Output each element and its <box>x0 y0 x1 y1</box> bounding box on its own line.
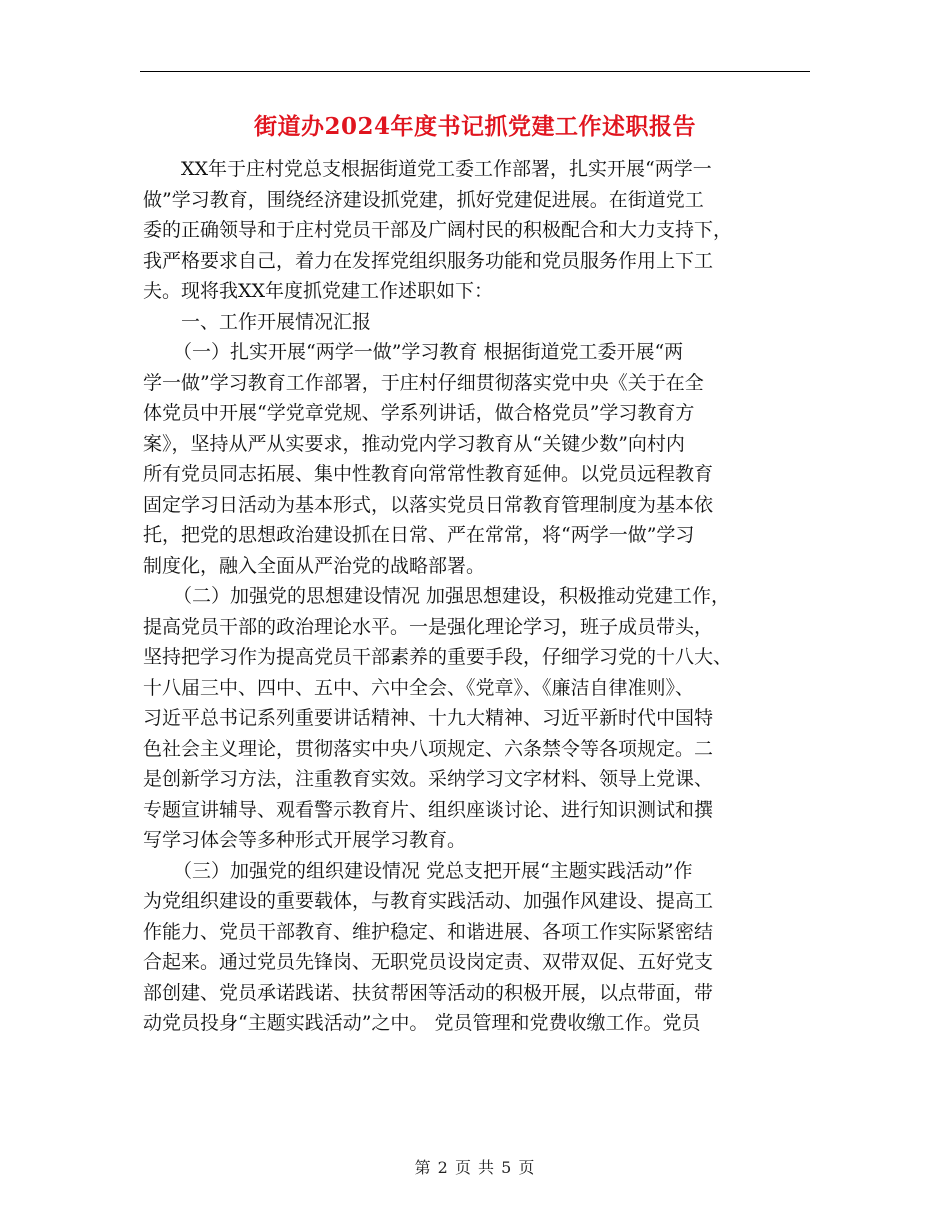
text-line: 合起来。通过党员先锋岗、无职党员设岗定责、双带双促、五好党支 <box>143 951 714 973</box>
text-line: 案》，坚持从严从实要求，推动党内学习教育从“关键少数”向村内 <box>143 432 685 455</box>
text-line: 所有党员同志拓展、集中性教育向常常性教育延伸。以党员远程教育 <box>143 463 714 485</box>
text-line: （二）加强党的思想建设情况 加强思想建设，积极推动党建工作， <box>173 585 731 607</box>
document-title: 街道办2024年度书记抓党建工作述职报告 <box>253 113 696 140</box>
text-line: 坚持把学习作为提高党员干部素养的重要手段，仔细学习党的十八大、 <box>143 646 733 668</box>
text-line: 专题宣讲辅导、观看警示教育片、组织座谈讨论、进行知识测试和撰 <box>143 798 714 821</box>
text-line: 十八届三中、四中、五中、六中全会、《党章》、《廉洁自律准则》、 <box>143 676 695 699</box>
text-line: 作能力、党员干部教育、维护稳定、和谐进展、各项工作实际紧密结 <box>143 920 714 943</box>
document-body <box>143 154 815 1039</box>
text-line: 托，把党的思想政治建设抓在日常、严在常常，将“两学一做”学习 <box>143 524 695 546</box>
text-line: 提高党员干部的政治理论水平。一是强化理论学习，班子成员带头， <box>143 615 714 638</box>
text-line: 是创新学习方法，注重教育实效。采纳学习文字材料、领导上党课、 <box>143 768 714 790</box>
text-line: 色社会主义理论，贯彻落实中央八项规定、六条禁令等各项规定。二 <box>143 737 714 760</box>
text-line: 固定学习日活动为基本形式，以落实党员日常教育管理制度为基本依 <box>143 493 714 516</box>
text-line: 动党员投身“主题实践活动”之中。 党员管理和党费收缴工作。党员 <box>143 1012 701 1034</box>
page-number-footer: 第 2 页 共 5 页 <box>414 1158 536 1177</box>
text-line: 习近平总书记系列重要讲话精神、十九大精神、习近平新时代中国特 <box>143 707 714 729</box>
text-line: 为党组织建设的重要载体，与教育实践活动、加强作风建设、提高工 <box>143 890 714 912</box>
text-line: （一）扎实开展“两学一做”学习教育 根据街道党工委开展“两 <box>173 341 684 363</box>
text-line: XX年于庄村党总支根据街道党工委工作部署，扎实开展“两学一 <box>181 158 712 180</box>
text-line: 体党员中开展“学党章党规、学系列讲话，做合格党员”学习教育方 <box>143 402 695 424</box>
text-line: 部创建、党员承诺践诺、扶贫帮困等活动的积极开展，以点带面，带 <box>143 981 714 1004</box>
text-line: 我严格要求自己，着力在发挥党组织服务功能和党员服务作用上下工 <box>143 249 714 272</box>
text-line: 写学习体会等多种形式开展学习教育。 <box>143 829 467 851</box>
text-line: 学一做”学习教育工作部署，于庄村仔细贯彻落实党中央《关于在全 <box>143 371 704 394</box>
text-line: 制度化，融入全面从严治党的战略部署。 <box>143 554 486 577</box>
section-heading: 一、工作开展情况汇报 <box>181 310 372 333</box>
text-line: 委的正确领导和于庄村党员干部及广阔村民的积极配合和大力支持下， <box>143 219 733 241</box>
text-line: 夫。现将我XX年度抓党建工作述职如下： <box>143 280 494 302</box>
text-line: 做”学习教育，围绕经济建设抓党建，抓好党建促进展。在街道党工 <box>143 188 704 211</box>
header-rule <box>140 71 810 72</box>
text-line: （三）加强党的组织建设情况 党总支把开展“主题实践活动”作 <box>173 859 693 882</box>
